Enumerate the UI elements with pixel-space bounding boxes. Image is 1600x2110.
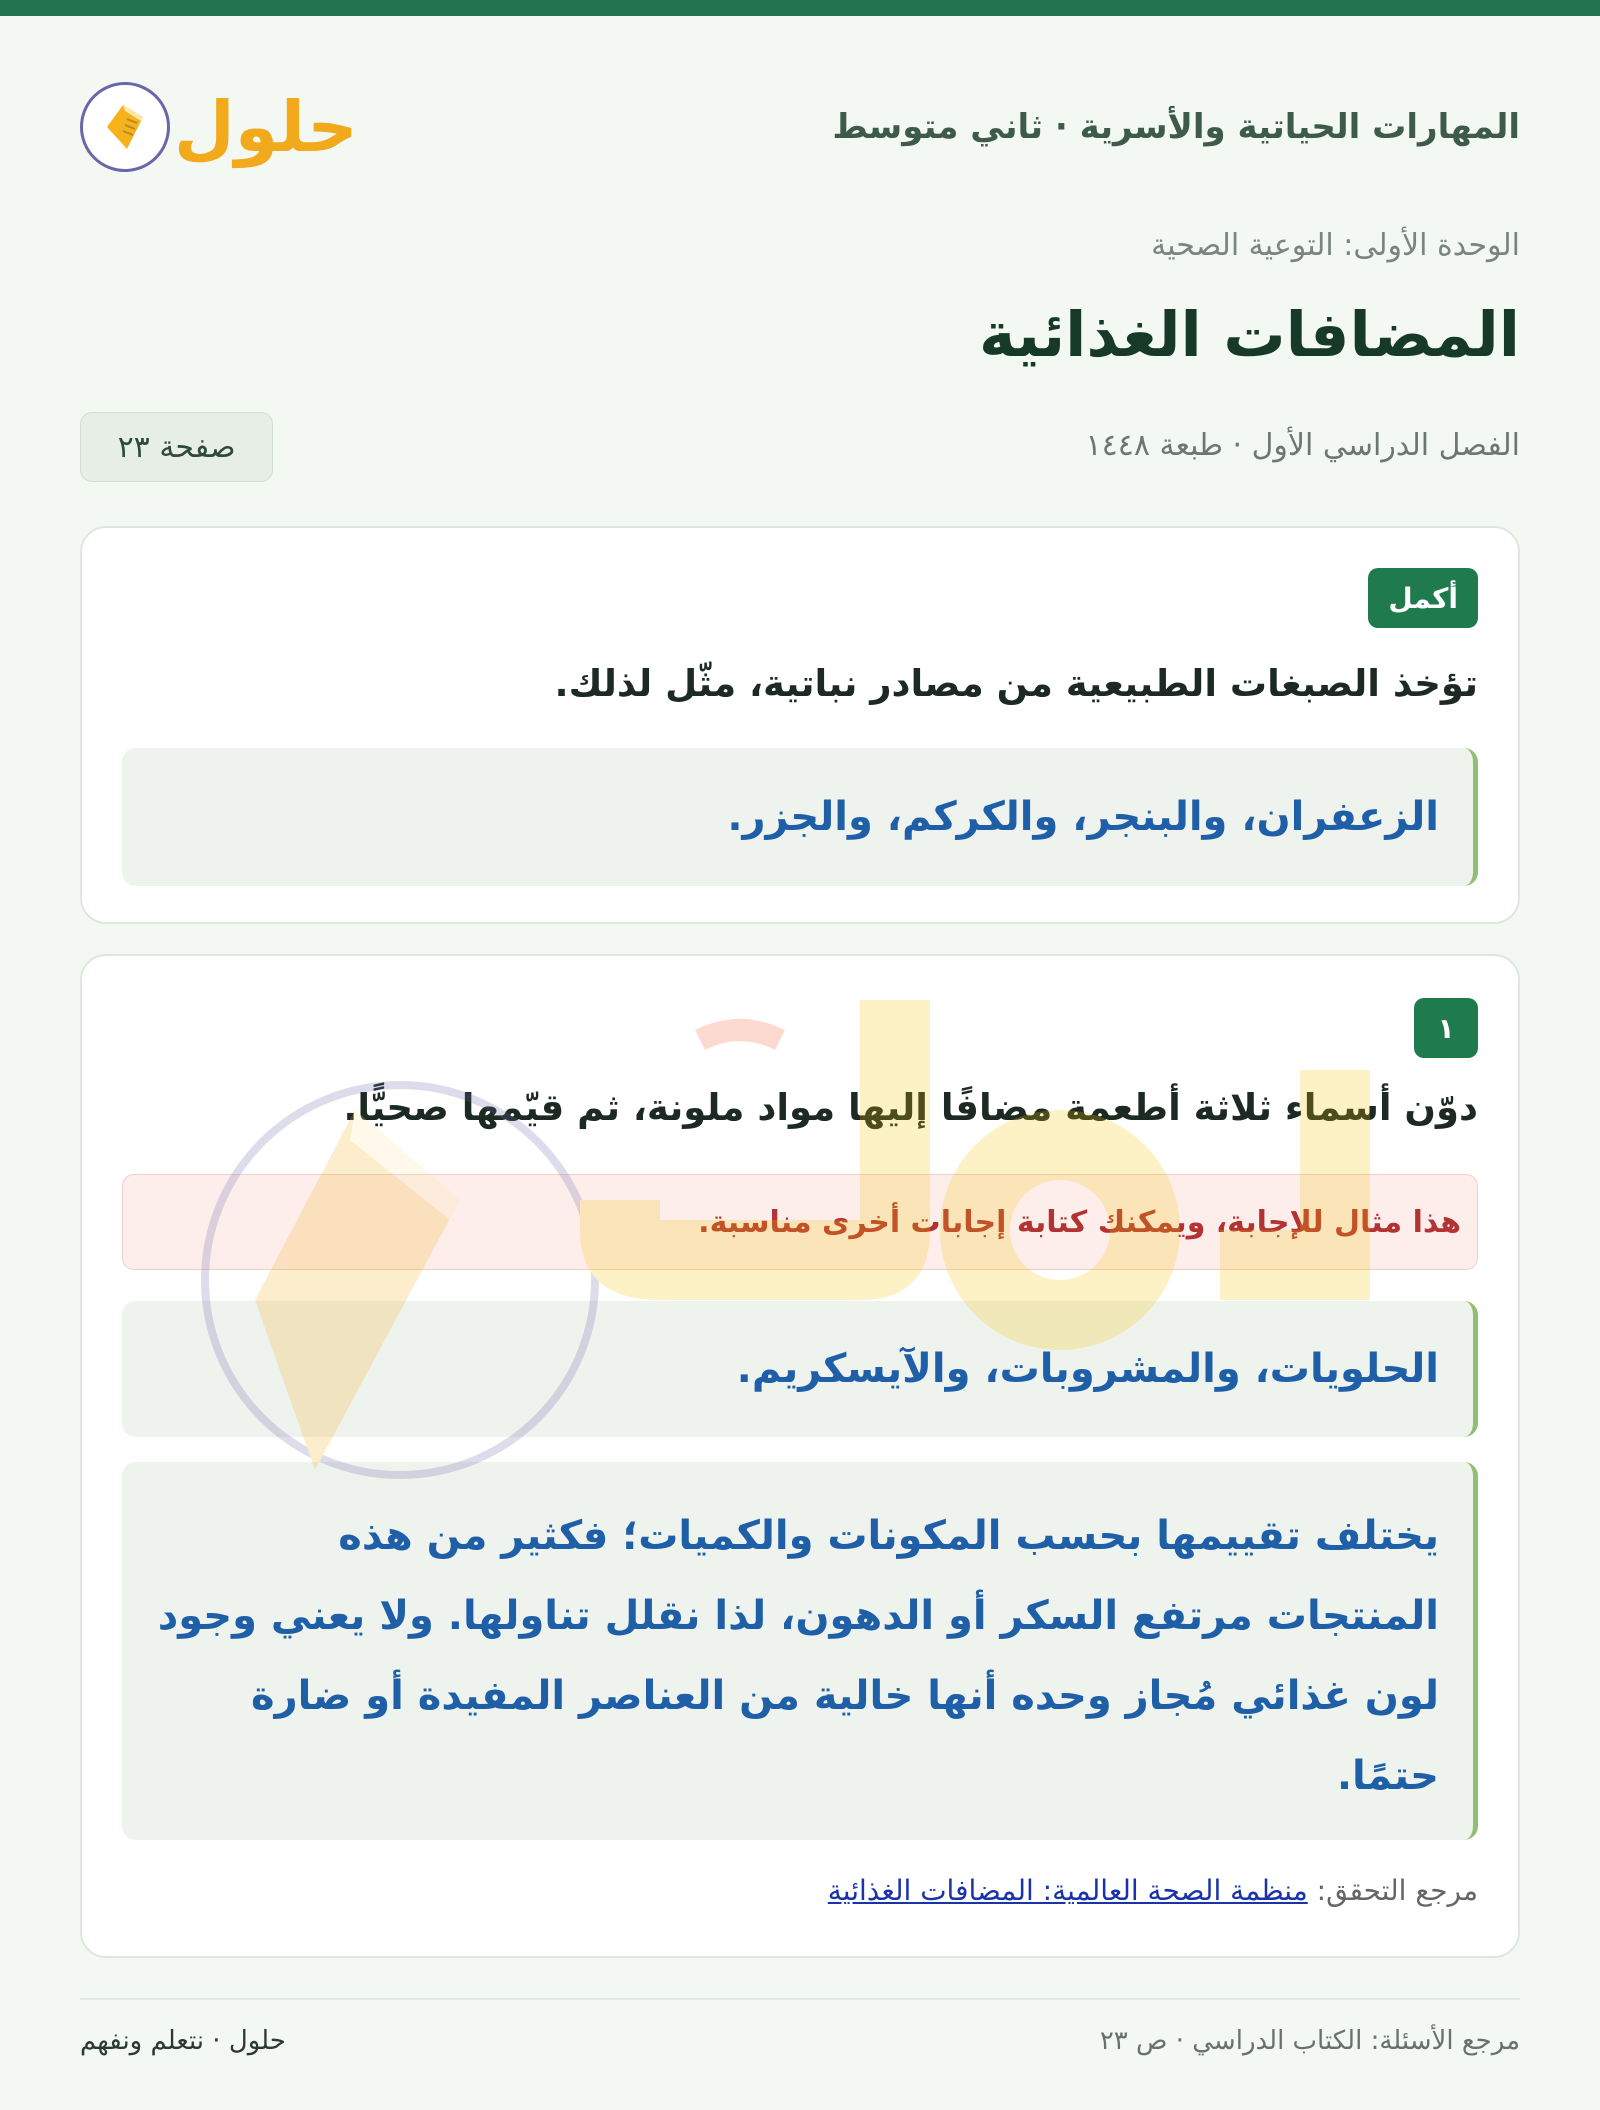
answer-text: يختلف تقييمها بحسب المكونات والكميات؛ فكثير من هذه المنتجات مرتفع السكر أو الدهون، لذا نقلل تناولها. ولا يعني وجود لون غذائي مُجاز وحده أنها خالية من العناصر المفيدة أو ضارة حتمًا. — [157, 1513, 1439, 1799]
question-card-1 — [80, 954, 1520, 1958]
unit-label: الوحدة الأولى: التوعية الصحية — [1151, 228, 1520, 263]
book-icon — [80, 82, 170, 172]
answer-box — [122, 748, 1478, 886]
answer-text: الزعفران، والبنجر، والكركم، والجزر. — [727, 794, 1439, 840]
logo-wordmark: حلول — [174, 86, 358, 168]
reference-link[interactable]: منظمة الصحة العالمية: المضافات الغذائية — [827, 1874, 1308, 1907]
page-number-badge: صفحة ٢٣ — [80, 412, 273, 482]
header — [80, 62, 1520, 192]
top-accent-strip — [0, 0, 1600, 16]
question-card-complete — [80, 526, 1520, 924]
footer-divider — [80, 1998, 1520, 2000]
footer-brand: حلول · نتعلم ونفهم — [80, 2026, 286, 2056]
answer-box — [122, 1301, 1478, 1437]
page-title: المضافات الغذائية — [978, 298, 1520, 371]
note-text: هذا مثال للإجابة، ويمكنك كتابة إجابات أخرى مناسبة. — [698, 1204, 1461, 1240]
question-number-tag: ١ — [1414, 998, 1478, 1058]
question-tag: أكمل — [1368, 568, 1478, 628]
evaluation-answer-box — [122, 1462, 1478, 1840]
verification-reference — [828, 1874, 1478, 1907]
semester-label: الفصل الدراسي الأول · طبعة ١٤٤٨ — [1085, 428, 1520, 463]
question-text: تؤخذ الصبغات الطبيعية من مصادر نباتية، مثّل لذلك. — [554, 662, 1478, 705]
example-answer-note — [122, 1174, 1478, 1270]
reference-label: مرجع التحقق: — [1316, 1874, 1478, 1907]
answer-text: الحلويات، والمشروبات، والآيسكريم. — [736, 1346, 1439, 1392]
question-text: دوّن أسماء ثلاثة أطعمة مضافًا إليها مواد ملونة، ثم قيّمها صحيًّا. — [343, 1086, 1478, 1129]
hulul-logo[interactable] — [80, 82, 358, 172]
subject-title: المهارات الحياتية والأسرية · ثاني متوسط — [832, 107, 1520, 147]
footer-source: مرجع الأسئلة: الكتاب الدراسي · ص ٢٣ — [1099, 2026, 1520, 2056]
